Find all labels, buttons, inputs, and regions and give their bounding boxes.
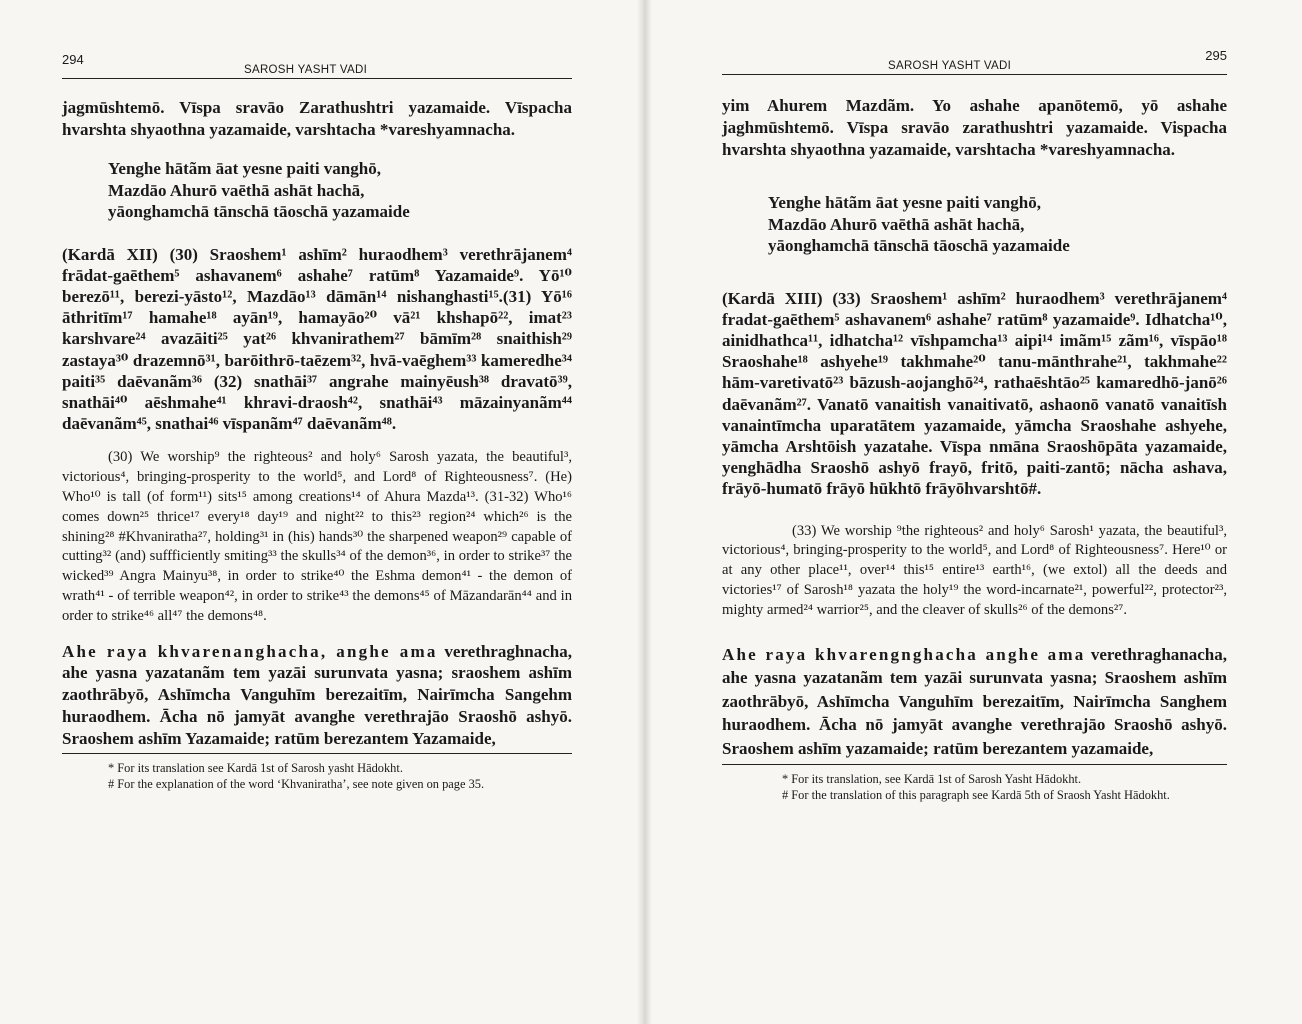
left-verse	[62, 158, 572, 223]
left-closing-rest: verethraghnacha, ahe yasna yazatanãm tem yazāi surunvata yasna; sraoshem ashīm zaothrābyō, Ashīmcha Vanguhīm berezaitīm, Nairīmcha Sangehm huraodhem. Ācha nō jamyāt avanghe verethrajāo Sraoshō ashyō. Sraoshem ashīm Yazamaide; ratūm berezantem Yazamaide,	[62, 641, 573, 748]
right-avesta-intro: yim Ahurem Mazdãm. Yo ashahe apanōtemō, yō ashahe jaghmūshtemō. Vīspa sravāo zarathushtri yazamaide. Vispacha hvarshta shyaothna yazamaide, varshtacha *vareshyamnacha.	[722, 96, 1227, 159]
left-page	[62, 0, 572, 1024]
right-footnote: * For its translation, see Kardā 1st of Sarosh Yasht Hādokht.	[782, 772, 1082, 787]
right-closing-rest: verethraghanacha, ahe yasna yazatanãm tem yazāi surunvata yasna; Sraoshem ashīm zaothrābyō, Ashīmcha Vanguhīm berezaitīm, Nairīmcha Sanghem huraodhem. Ācha nō jamyāt avanghe verethrajāo Sraoshō ashyō. Sraoshem ashīm yazamaide; ratūm berezantem yazamaide,	[722, 644, 1228, 758]
left-avesta-karda: (Kardā XII) (30) Sraoshem¹ ashīm² huraodhem³ verethrājanem⁴ frādat-gaēthem⁵ ashavanem⁶ ashahe⁷ ratūm⁸ Yazamaide⁹. Yō¹⁰ berezō¹¹, berezi-yāsto¹², Mazdāo¹³ dāmān¹⁴ nishanghasti¹⁵.(31) Yō¹⁶ āthritīm¹⁷ hamahe¹⁸ ayān¹⁹, hamayāo²⁰ vā²¹ khshapō²², imat²³ karshvare²⁴ avazāiti²⁵ yat²⁶ khvanirathem²⁷ bāmīm²⁸ snaithish²⁹ zastaya³⁰ drazemnō³¹, barōithrō-taēzem³², hvā-vaēghem³³ kameredhe³⁴ paiti³⁵ daēvanãm³⁶ (32) snathāi³⁷ angrahe mainyēush³⁸ dravatō³⁹, snathāi⁴⁰ aēshmahe⁴¹ khravi-draosh⁴², snathāi⁴³ māzainyanãm⁴⁴ daēvanãm⁴⁵, snathai⁴⁶ vīspanãm⁴⁷ daēvanãm⁴⁸.	[62, 244, 572, 434]
book-gutter	[637, 0, 651, 1024]
left-footnotes	[62, 753, 572, 792]
left-avesta-intro: jagmūshtemō. Vīspa sravāo Zarathushtri yazamaide. Vīspacha hvarshta shyaothna yazamaide, varshtacha *vareshyamnacha.	[62, 98, 572, 139]
left-footnote: # For the explanation of the word ‘Khvaniratha’, see note given on page 35.	[108, 777, 485, 792]
right-verse-line: Yenghe hātãm āat yesne paiti vanghō,	[768, 193, 1041, 212]
right-avesta-closing	[722, 643, 1227, 761]
right-avesta-karda: (Kardā XIII) (33) Sraoshem¹ ashīm² huraodhem³ verethrājanem⁴ fradat-gaēthem⁵ ashavanem⁶ ashahe⁷ ratūm⁸ yazamaide⁹. Idhatcha¹⁰, ainidhathca¹¹, idhatcha¹² vīshpamcha¹³ aipi¹⁴ imãm¹⁵ zãm¹⁶, vīspāo¹⁸ Sraoshahe¹⁸ ashyehe¹⁹ takhmahe²⁰ tanu-mānthrahe²¹, takhmahe²² hām-varetivatō²³ bāzush-aojanghō²⁴, rathaēshtāo²⁵ kamaredhō-janō²⁶ daēvanãm²⁷. Vanatō vanaitish vanaitivatō, ashaonō vanatō vanaitīsh vanaintīmcha uparatātem yazamaide, yāmcha Sraoshahe ashyehe, yāmcha Arshtōish yazatahe. Vīspa nmāna Sraoshōpāta yazamaide, yenghādha Sraoshō ashyō frayō, fritō, paiti-zantō; nācha ashava, frāyō-humatō frāyō hūkhtō frāyōhvarshtō#.	[722, 288, 1227, 499]
left-verse-line: Mazdāo Ahurō vaēthā ashāt hachā,	[108, 180, 365, 200]
left-translation: (30) We worship⁹ the righteous² and holy⁶ Sarosh yazata, the beautiful³, victorious⁴, bringing-prosperity to the world⁵, and Lord⁸ of Righteousness⁷. (He) Who¹⁰ is tall (of form¹¹) sits¹⁵ among creations¹⁴ of Ahura Mazda¹³. (31-32) Who¹⁶ comes down²⁵ thrice¹⁷ every¹⁸ day¹⁹ and night²² to this²³ region²⁴ which²⁶ is the shining²⁸ #Khvaniratha²⁷, holding³¹ in (his) hands³⁰ the sharpened weapon²⁹ capable of cutting³² (and) suffficiently smiting³³ the skulls³⁴ of the demon³⁶, in order to strike³⁷ the wicked³⁹ Angra Mainyu³⁸, in order to strike⁴⁰ the Eshma demon⁴¹ - the demon of wrath⁴¹ - of terrible weapon⁴², in order to strike⁴³ the demons⁴⁵ of Māzandarān⁴⁴ and in order to strike⁴⁶ all⁴⁷ the demons⁴⁸.	[62, 449, 572, 624]
left-running-head	[62, 0, 572, 79]
left-avesta-closing	[62, 641, 572, 750]
left-page-number: 294	[62, 52, 84, 67]
right-footnote: # For the translation of this paragraph see Kardā 5th of Sraosh Yasht Hādokht.	[782, 788, 1170, 803]
left-closing-first-line: Ahe raya khvarenanghacha, anghe ama	[62, 641, 438, 661]
right-translation: (33) We worship ⁹the righteous² and holy⁶ Sarosh¹ yazata, the beautiful³, victorious⁴, bringing-prosperity to the world⁵, and Lord⁸ of Righteousness⁷. Here¹⁰ or at any other place¹¹, over¹⁴ this¹⁵ entire¹³ earth¹⁶, (we extol) all the deeds and victories¹⁷ of Sarosh¹⁸ yazata the holy¹⁹ the word-incarnate²¹, powerful²², protector²³, mighty armed²⁴ warrior²⁵, and the cleaver of skulls²⁶ of the demons²⁷.	[722, 522, 1227, 618]
right-verse-line: Mazdāo Ahurō vaēthā ashāt hachā,	[768, 214, 1025, 234]
right-page	[722, 0, 1227, 1024]
right-running-head	[722, 0, 1227, 75]
right-page-number: 295	[1205, 48, 1227, 63]
right-verse-line: yāonghamchā tānschā tāoschā yazamaide	[768, 236, 1070, 255]
right-verse	[722, 192, 1227, 257]
left-verse-line: Yenghe hātãm āat yesne paiti vanghō,	[108, 159, 381, 178]
right-footnotes	[722, 764, 1227, 803]
right-closing-first-line: Ahe raya khvarengnghacha anghe ama	[722, 644, 1086, 664]
left-footnote: * For its translation see Kardā 1st of Sarosh yasht Hādokht.	[108, 761, 403, 776]
right-running-head-title: SAROSH YASHT VADI	[888, 60, 1012, 72]
left-verse-line: yāonghamchā tānschā tāoschā yazamaide	[108, 202, 410, 221]
left-running-head-title: SAROSH YASHT VADI	[244, 64, 368, 76]
